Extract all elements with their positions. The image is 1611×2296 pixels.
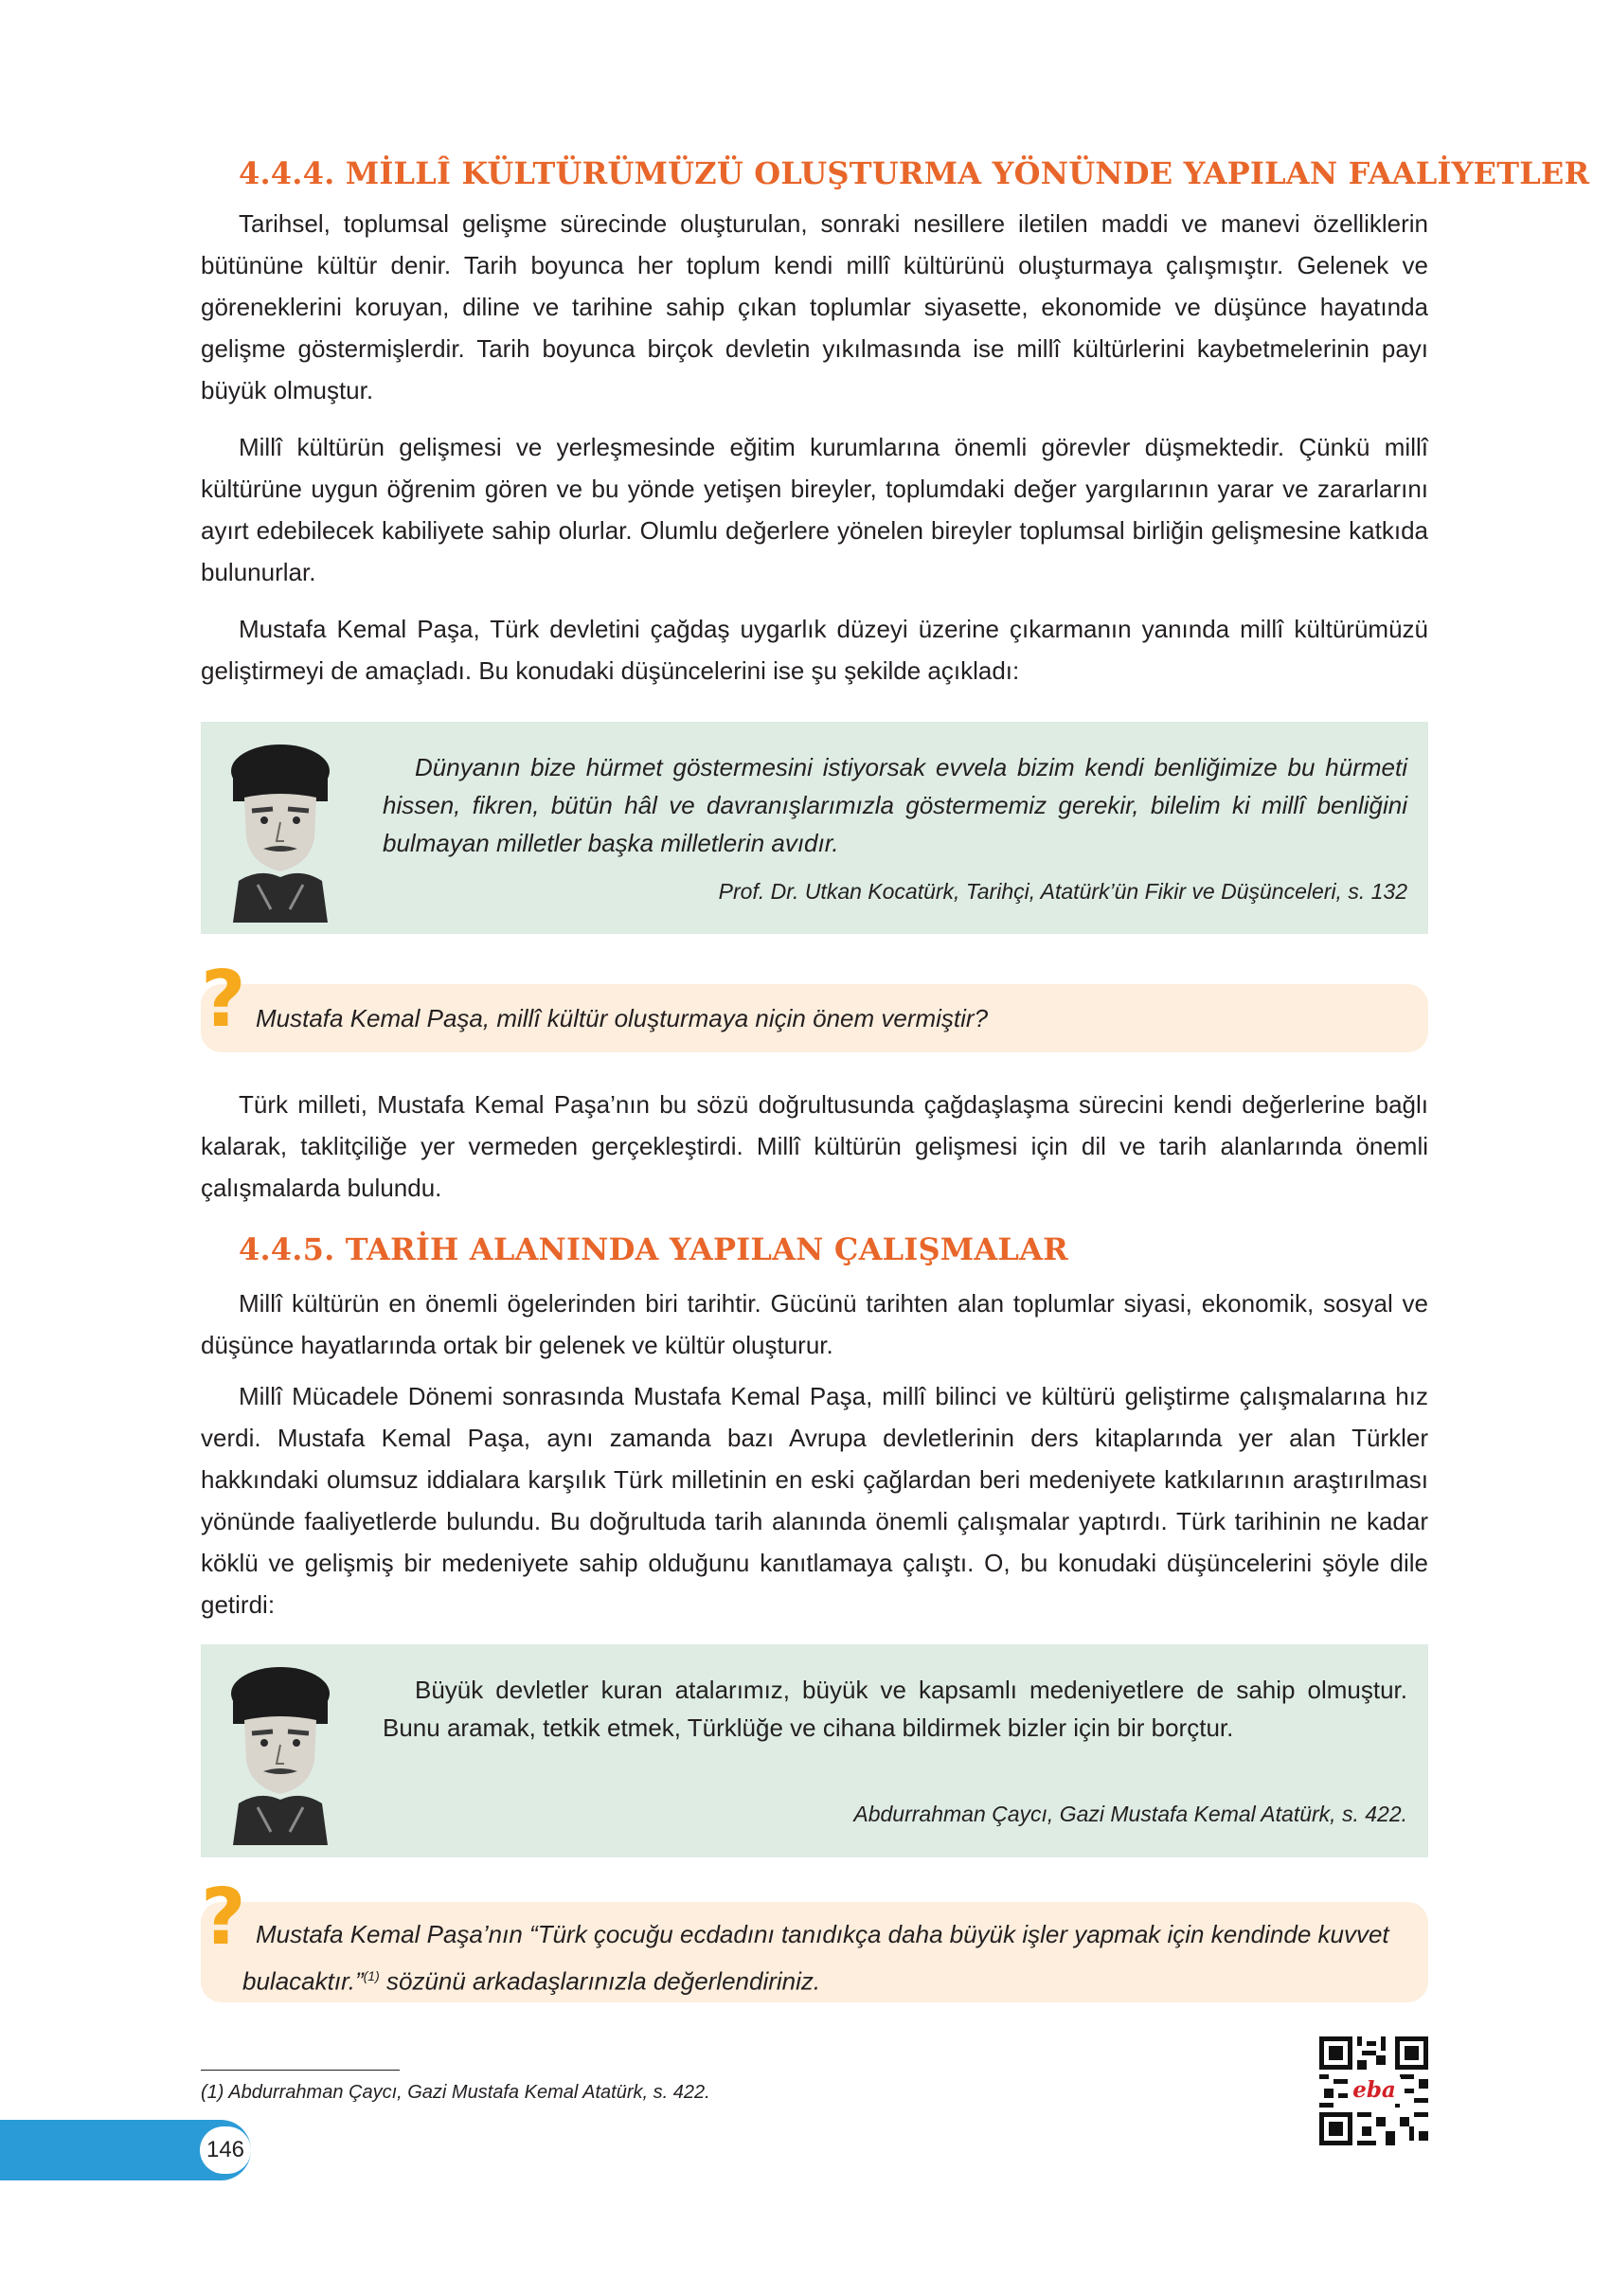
quote-source: Prof. Dr. Utkan Kocatürk, Tarihçi, Atatürk’ün Fikir ve Düşünceleri, s. 132 [718, 879, 1407, 904]
question-box [201, 1873, 1428, 2002]
paragraph: Türk milleti, Mustafa Kemal Paşa’nın bu sözü doğrultusunda çağdaşlaşma sürecini kendi değerlerine bağlı kalarak, taklitçiliğe yer vermeden gerçekleştirdi. Millî kültürün gelişmesi için dil ve tarih alanlarında önemli çalışmalarda bulundu. [201, 1090, 1428, 1202]
footnote-ref[interactable]: (1) [363, 1968, 380, 1983]
quote-text: Dünyanın bize hürmet göstermesini istiyorsak evvela bizim kendi benliğimize bu hürmeti hissen, fikren, bütün hâl ve davranışlarımızla göstermemiz gerekir, bilelim ki millî benliğini bulmayan milletler başka milletlerin avıdır. [383, 753, 1407, 857]
paragraph: Tarihsel, toplumsal gelişme sürecinde oluşturulan, sonraki nesillere iletilen maddi ve manevi özelliklerin bütününe kültür denir. Tarih boyunca her toplum kendi millî kültürünü oluşturmaya çalışmıştır. Gelenek ve göreneklerini koruyan, diline ve tarihine sahip çıkan toplumlar siyasette, ekonomide ve düşünce hayatında gelişme göstermişlerdir. Tarih boyunca birçok devletin yıkılmasında ise millî kültürlerini kaybetmelerinin payı büyük olmuştur. [201, 209, 1428, 404]
question-text-after: sözünü arkadaşlarınızla değerlendiriniz. [379, 1966, 821, 1996]
paragraph: Millî Mücadele Dönemi sonrasında Mustafa Kemal Paşa, millî bilinci ve kültürü geliştirme çalışmalarına hız verdi. Mustafa Kemal Paşa, aynı zamanda bazı Avrupa devletlerinin ders kitaplarında yer alan Türkler hakkındaki olumsuz iddialara karşılık Türk milletinin en eski çağlardan beri medeniyete katkılarının araştırılması yönünde faaliyetlerde bulundu. Bu doğrultuda tarih alanında önemli çalışmalar yaptırdı. Türk tarihinin ne kadar köklü ve gelişmiş bir medeniyete sahip olduğunu kanıtlamaya çalıştı. O, bu konudaki düşüncelerini şöyle dile getirdi: [201, 1382, 1428, 1619]
question-mark-icon: ? [201, 1873, 246, 1963]
ataturk-portrait [224, 1665, 337, 1845]
quote-box [201, 722, 1428, 934]
paragraph: Mustafa Kemal Paşa, Türk devletini çağdaş uygarlık düzeyi üzerine çıkarmanın yanında millî kültürümüzü geliştirmeyi de amaçladı. Bu konudaki düşüncelerini ise şu şekilde açıkladı: [201, 615, 1428, 685]
paragraph: Millî kültürün en önemli ögelerinden biri tarihtir. Gücünü tarihten alan toplumlar siyasi, ekonomik, sosyal ve düşünce hayatlarında ortak bir gelenek ve kültür oluşturur. [201, 1289, 1428, 1359]
section-heading-tarih: 4.4.5. TARİH ALANINDA YAPILAN ÇALIŞMALAR [239, 1231, 1068, 1267]
footnote-divider [201, 2070, 400, 2071]
question-mark-icon: ? [201, 955, 246, 1045]
quote-box [201, 1644, 1428, 1857]
qr-code[interactable] [1319, 2036, 1428, 2145]
ataturk-portrait [224, 743, 337, 923]
paragraph: Millî kültürün gelişmesi ve yerleşmesinde eğitim kurumlarına önemli görevler düşmektedir. Çünkü millî kültürüne uygun öğrenim gören ve bu yönde yetişen bireyler, toplumdaki değer yargılarının yarar ve zararlarını ayırt edebilecek kabiliyete sahip olurlar. Olumlu değerlere yönelen bireyler toplumsal birliğin gelişmesine katkıda bulunurlar. [201, 433, 1428, 586]
question-box [201, 955, 1428, 1052]
quote-source: Abdurrahman Çaycı, Gazi Mustafa Kemal Atatürk, s. 422. [853, 1802, 1407, 1826]
page-number: 146 [200, 2126, 251, 2174]
quote-text: Büyük devletler kuran atalarımız, büyük ve kapsamlı medeniyetlere de sahip olmuştur. Bunu aramak, tetkik etmek, Türklüğe ve cihana bildirmek bizler için bir borçtur. [383, 1676, 1407, 1742]
section-heading-milli-kultur: 4.4.4. MİLLÎ KÜLTÜRÜMÜZÜ OLUŞTURMA YÖNÜNDE YAPILAN FAALİYETLER [239, 155, 1590, 191]
question-text: Mustafa Kemal Paşa, millî kültür oluşturmaya niçin önem vermiştir? [256, 1004, 989, 1032]
question-text-before: Mustafa Kemal Paşa’nın “Türk çocuğu ecdadını tanıdıkça daha büyük işler yapmak için kendinde kuvvet bulacaktır.” [242, 1920, 1389, 1996]
footnote: (1) Abdurrahman Çaycı, Gazi Mustafa Kemal Atatürk, s. 422. [201, 2082, 710, 2103]
question-text [242, 1913, 1400, 2002]
eba-logo: eba [1348, 2077, 1401, 2104]
